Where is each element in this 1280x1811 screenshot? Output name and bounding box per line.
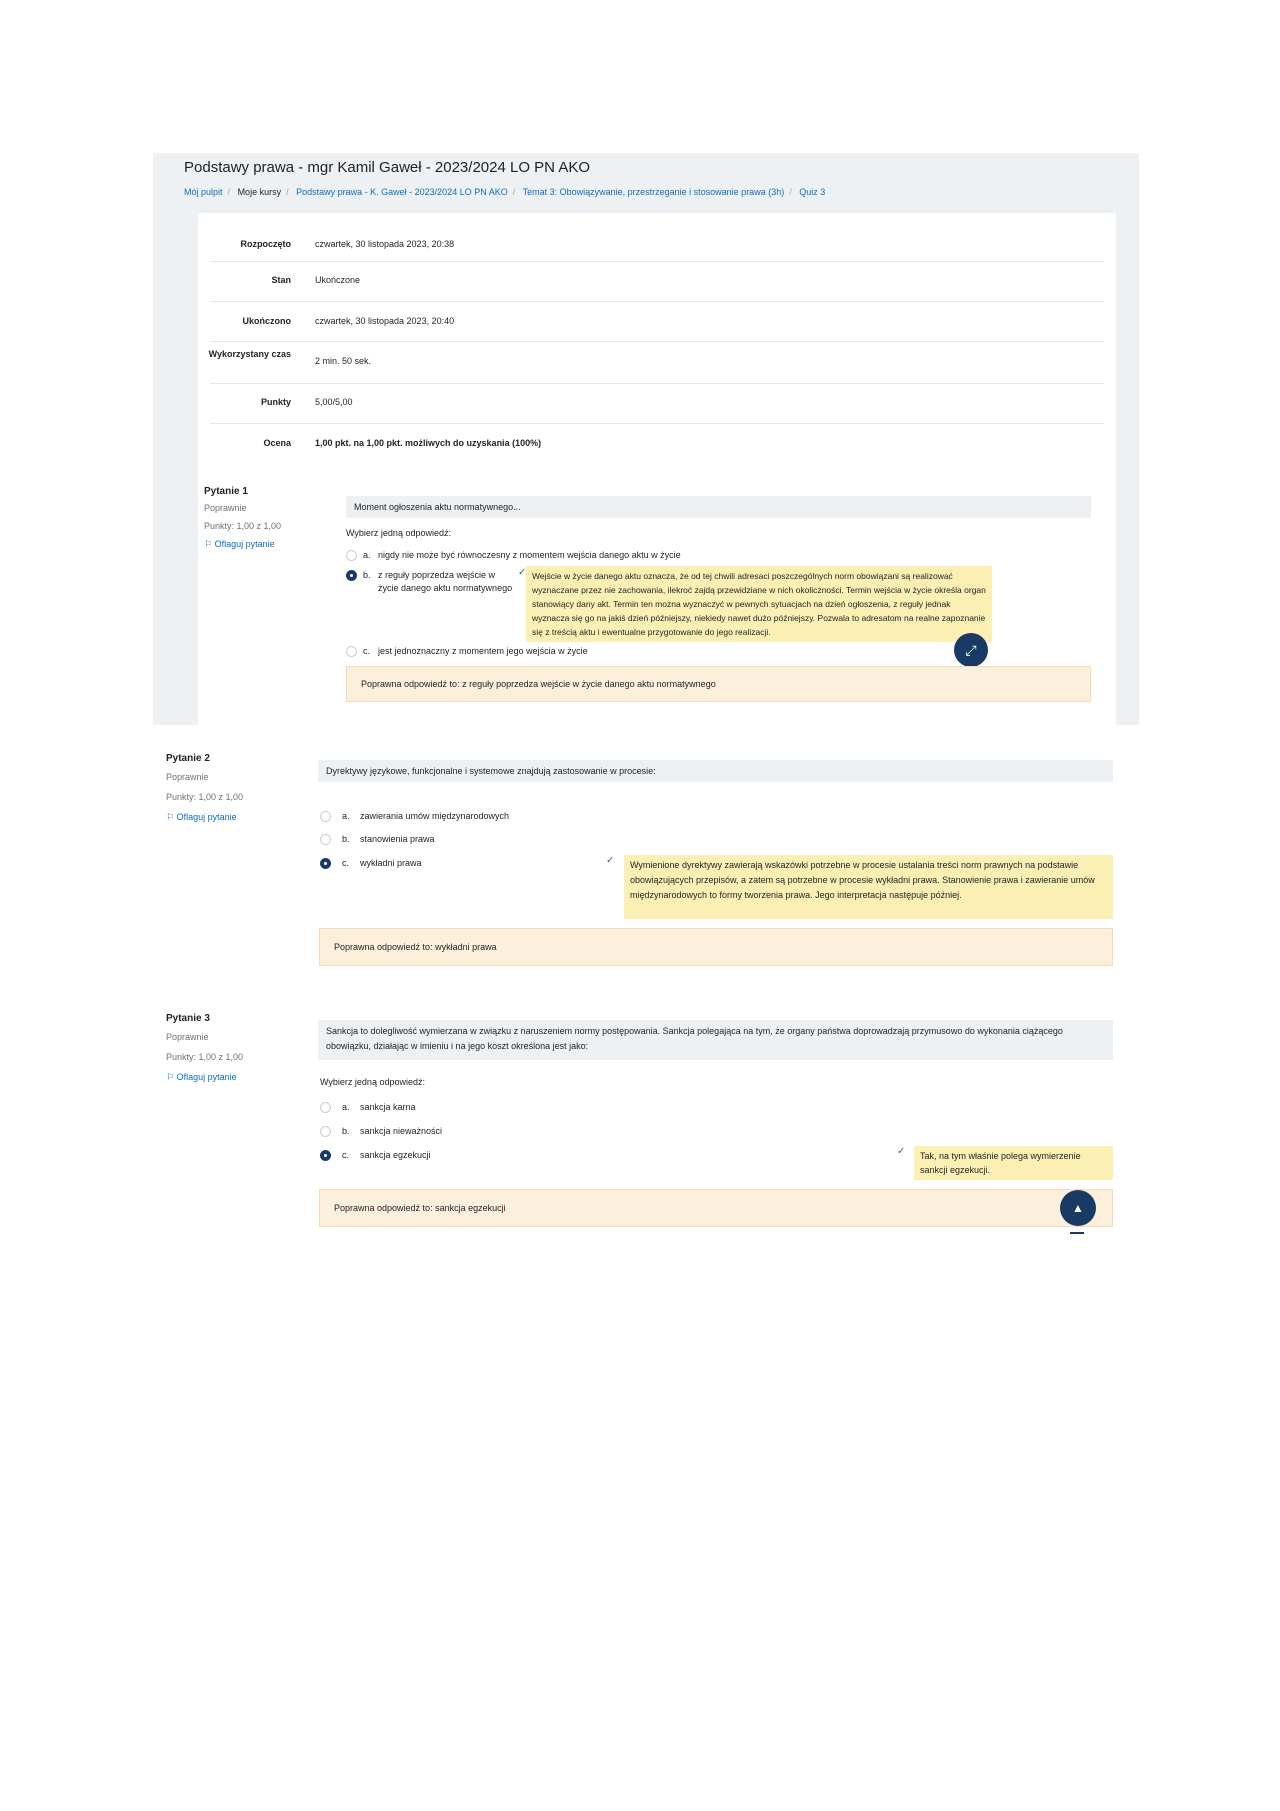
option-label[interactable]: zawierania umów międzynarodowych [360,811,510,821]
answer-radio-b[interactable] [320,1126,331,1137]
flag-icon: ⚐ [166,812,175,822]
summary-row-time [210,341,1104,384]
summary-row-grade [210,423,1104,463]
flag-question-link[interactable]: ⚐ Oflaguj pytanie [204,539,275,549]
question-state: Poprawnie [204,503,247,513]
answer-radio-a[interactable] [320,811,331,822]
answer-radio-c[interactable] [346,646,357,657]
summary-value: 1,00 pkt. na 1,00 pkt. możliwych do uzyskania (100%) [315,438,542,448]
expand-icon: ⤢ [965,641,977,658]
option-letter: a. [342,1102,350,1112]
question-points: Punkty: 1,00 z 1,00 [166,792,244,802]
option-letter: c. [342,858,350,868]
question-text: Sankcja to dolegliwość wymierzana w związku z naruszeniem normy postępowania. Sankcja polegająca na tym, że organy państwa doprowadzają przymusowo do wykonania ciążącego obowiązku, działając w imieniu i na jego koszt określona jest jako: [318,1020,1113,1060]
question-title: Pytanie 1 [204,486,248,497]
question-3-info [166,1013,243,1083]
summary-label: Ocena [263,438,291,448]
question-text: Dyrektywy językowe, funkcjonalne i systemowe znajdują zastosowanie w procesie: [318,760,1113,782]
breadcrumb-dashboard[interactable]: Mój pulpit [184,187,223,197]
flag-icon: ⚐ [166,1072,175,1082]
summary-value: czwartek, 30 listopada 2023, 20:38 [315,239,455,249]
answer-prompt: Wybierz jedną odpowiedź: [320,1077,425,1087]
summary-label: Stan [271,275,291,285]
option-letter: b. [342,1126,350,1136]
option-letter: b. [363,570,371,580]
page-title: Podstawy prawa - mgr Kamil Gaweł - 2023/2024 LO PN AKO [184,159,591,176]
question-points: Punkty: 1,00 z 1,00 [166,1052,244,1062]
option-label[interactable]: sankcja karna [360,1102,416,1112]
option-label[interactable]: z reguły poprzedza wejście w życie danego aktu normatywnego [378,570,513,593]
expand-button[interactable] [954,633,988,667]
breadcrumb-topic[interactable]: Temat 3: Obowiązywanie, przestrzeganie i stosowanie prawa (3h) [522,187,785,197]
option-letter: c. [342,1150,350,1160]
question-1-info [204,486,281,550]
option-label[interactable]: stanowienia prawa [360,834,435,844]
answer-radio-a[interactable] [320,1102,331,1113]
option-label[interactable]: nigdy nie może być równoczesny z momentem wejścia danego aktu w życie [378,550,681,560]
check-icon: ✓ [518,567,527,578]
breadcrumb: Mój pulpit / Moje kursy / Podstawy prawa - K. Gaweł - 2023/2024 LO PN AKO / Temat 3: Obowiązywanie, przestrzeganie i stosowanie prawa (3h) / Quiz 3 [184,187,826,197]
check-icon: ✓ [897,1146,906,1157]
quiz-review-screenshot [153,153,1139,725]
breadcrumb-my-courses[interactable]: Moje kursy [237,187,282,197]
question-title: Pytanie 3 [166,1013,210,1024]
breadcrumb-course[interactable]: Podstawy prawa - K. Gaweł - 2023/2024 LO PN AKO [296,187,508,197]
question-text: Moment ogłoszenia aktu normatywnego... [346,496,1091,518]
option-label[interactable]: jest jednoznaczny z momentem jego wejścia w życie [378,646,588,656]
question-state: Poprawnie [166,1032,209,1042]
summary-label: Ukończono [242,316,291,326]
right-answer: Poprawna odpowiedź to: z reguły poprzedza wejście w życie danego aktu normatywnego [346,666,1091,702]
summary-row-started [210,223,1104,262]
specific-feedback: Wejście w życie danego aktu oznacza, że od tej chwili adresaci poszczególnych norm obowiązani są realizować wyznaczane przez nie zachowania, ilekroć zajdą przewidziane w nich okoliczności. Termin wejścia w życie określa organ stanowiący dany akt. Termin ten można wyznaczyć w pewnych sytuacjach na dzień ogłoszenia, z reguły jednak wyznacza się go na jakiś dzień późniejszy, niekiedy nawet dużo późniejszy. Pozwala to adresatom na realne zapoznanie się z treścią aktu i ewentualne przygotowanie do jego realizacji. [526,566,992,642]
question-2-info [166,753,243,823]
option-label[interactable]: sankcja egzekucji [360,1150,431,1160]
answer-radio-b[interactable] [320,834,331,845]
right-answer: Poprawna odpowiedź to: wykładni prawa [319,928,1113,966]
summary-value: 5,00/5,00 [315,397,353,407]
answer-radio-b[interactable] [346,570,357,581]
option-letter: a. [363,550,371,560]
summary-label: Wykorzystany czas [208,349,291,359]
question-state: Poprawnie [166,772,209,782]
specific-feedback: Tak, na tym właśnie polega wymierzenie sankcji egzekucji. [914,1146,1113,1180]
summary-row-finished [210,301,1104,342]
summary-row-points [210,383,1104,424]
option-letter: a. [342,811,350,821]
divider [1070,1232,1084,1234]
option-letter: b. [342,834,350,844]
option-label[interactable]: wykładni prawa [360,858,422,868]
right-answer: Poprawna odpowiedź to: sankcja egzekucji [319,1189,1113,1227]
answer-radio-c[interactable] [320,1150,331,1161]
scroll-to-top-button[interactable] [1060,1190,1096,1226]
specific-feedback: Wymienione dyrektywy zawierają wskazówki potrzebne w procesie ustalania treści norm prawnych na podstawie obowiązujących przepisów, a zatem są potrzebne w procesie wykładni prawa. Stanowienie prawa i zawieranie umów międzynarodowych to formy tworzenia prawa. Jego interpretacja następuje później. [624,855,1113,919]
flag-question-link[interactable]: ⚐ Oflaguj pytanie [166,812,237,822]
summary-label: Punkty [260,397,291,407]
answer-prompt: Wybierz jedną odpowiedź: [346,528,451,538]
option-letter: c. [363,646,371,656]
summary-value: czwartek, 30 listopada 2023, 20:40 [315,316,455,326]
summary-value: Ukończone [315,275,361,285]
summary-label: Rozpoczęto [240,239,291,249]
flag-question-link[interactable]: ⚐ Oflaguj pytanie [166,1072,237,1082]
answer-radio-c[interactable] [320,858,331,869]
breadcrumb-quiz[interactable]: Quiz 3 [799,187,826,197]
question-points: Punkty: 1,00 z 1,00 [204,521,282,531]
check-icon: ✓ [606,855,615,866]
option-label[interactable]: sankcja nieważności [360,1126,443,1136]
review-card [198,213,1116,725]
answer-radio-a[interactable] [346,550,357,561]
summary-row-state [210,261,1104,302]
flag-icon: ⚐ [204,539,213,549]
chevron-up-icon: ▲ [1072,1201,1084,1215]
summary-value: 2 min. 50 sek. [315,356,372,366]
question-title: Pytanie 2 [166,753,210,764]
